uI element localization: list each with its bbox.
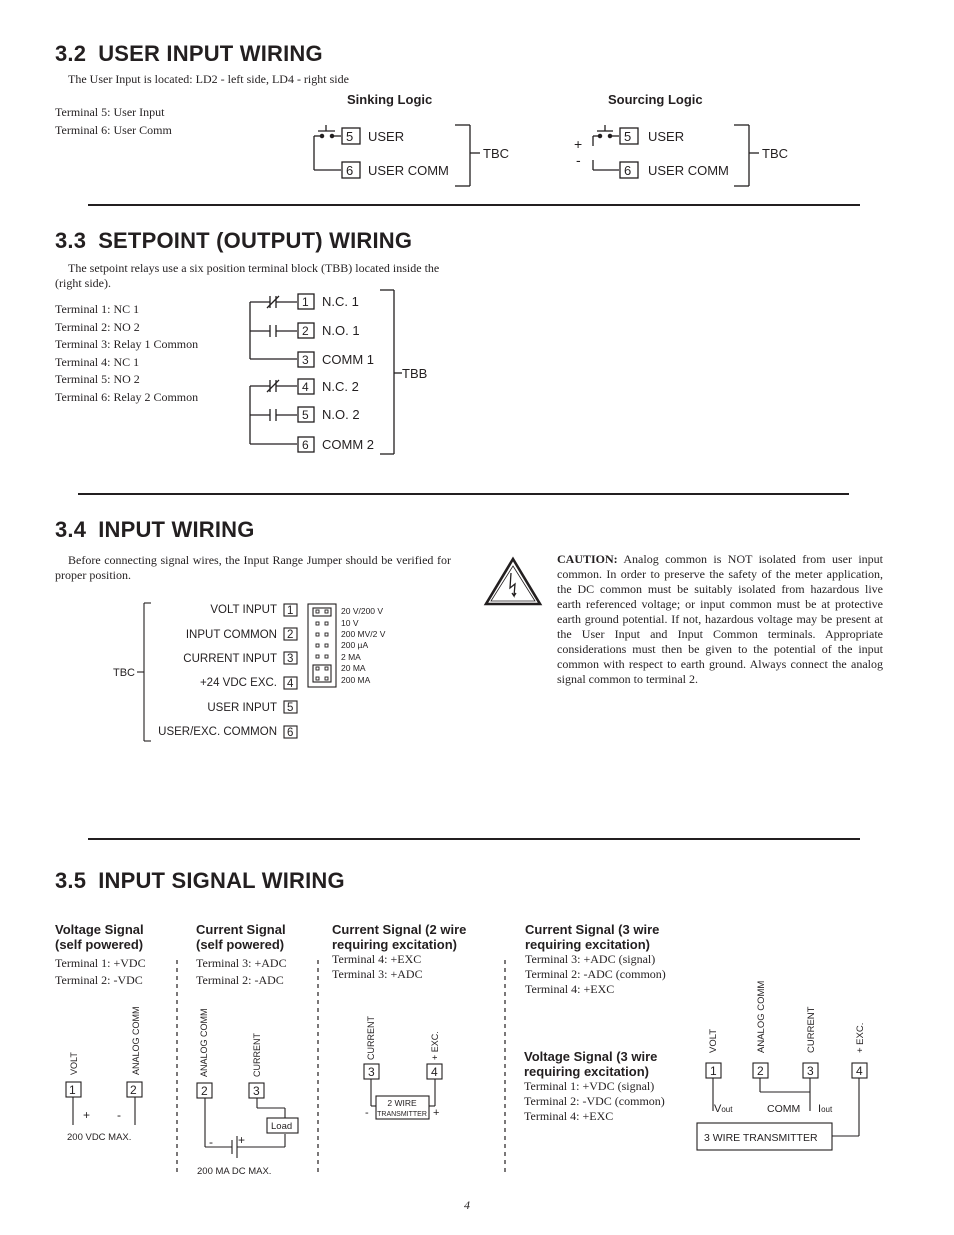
section-title: SETPOINT (OUTPUT) WIRING: [98, 228, 413, 253]
terminal-number: 2: [201, 1084, 208, 1098]
terminal-line: Terminal 3: +ADC: [332, 967, 423, 981]
sub-heading: Current Signal: [196, 922, 286, 937]
sub-heading: (self powered): [55, 937, 144, 952]
terminal-line: Terminal 4: +EXC: [525, 982, 615, 996]
terminal-number: 4: [302, 380, 309, 394]
wire-label: CURRENT: [252, 1033, 262, 1077]
sub-heading: requiring excitation): [525, 937, 650, 952]
terminal-number: 4: [856, 1064, 863, 1078]
terminal-label: USER INPUT: [207, 702, 277, 714]
minus-sign: -: [576, 152, 581, 168]
jumper-label: 10 V: [341, 618, 359, 628]
terminal-number: 6: [287, 727, 294, 739]
section-number: 3.5: [55, 868, 87, 893]
terminal-line: Terminal 5: User Input: [55, 105, 165, 119]
wire-label: VOLT: [69, 1052, 79, 1075]
terminal-label: N.C. 1: [322, 294, 359, 309]
iout-label: Iout: [818, 1103, 833, 1115]
terminal-line: Terminal 3: Relay 1 Common: [55, 337, 199, 351]
terminal-number: 5: [346, 129, 354, 144]
jumper-label: 20 V/200 V: [341, 606, 384, 616]
terminal-number: 2: [302, 324, 309, 338]
terminal-number: 3: [368, 1065, 375, 1079]
wire-label: CURRENT: [366, 1016, 376, 1060]
terminal-line: Terminal 1: +VDC (signal): [524, 1079, 655, 1093]
terminal-number: 2: [287, 629, 294, 641]
terminal-label: INPUT COMMON: [185, 629, 277, 641]
section-title: USER INPUT WIRING: [98, 41, 323, 66]
terminal-label: COMM 1: [322, 352, 374, 367]
current-3wire-block: [525, 922, 666, 997]
terminal-label: USER COMM: [648, 163, 729, 178]
voltage-signal-block: [55, 922, 146, 989]
terminal-label: USER COMM: [368, 163, 449, 178]
caution-text: Analog common is NOT isolated from user input common. In order to preserve the safety of the meter application, the DC common must be suitably isolated from hazardous live earth referenced voltage; or input common must be at protective earth ground potential. If not, hazardous voltage may be present at the User Input and Input Common terminals. Appropriate considerations must then be given to the potential of the input common with respect to earth ground. Always connect the analog signal common to terminal 2.: [557, 552, 883, 686]
terminal-block-label: TBC: [113, 667, 135, 679]
max-rating: 200 VDC MAX.: [67, 1132, 132, 1143]
terminal-number: 3: [807, 1064, 814, 1078]
minus-sign: -: [117, 1108, 121, 1122]
terminal-block-label: TBB: [402, 366, 428, 381]
terminal-label: CURRENT INPUT: [183, 653, 277, 665]
terminal-number: 6: [624, 163, 632, 178]
terminal-label: N.C. 2: [322, 379, 359, 394]
terminal-number: 5: [624, 129, 632, 144]
terminal-line: Terminal 6: Relay 2 Common: [55, 389, 199, 404]
terminal-line: Terminal 2: -ADC: [196, 973, 284, 987]
page-number: 4: [464, 1198, 470, 1212]
wire-label: + EXC.: [855, 1022, 866, 1053]
terminal-label: USER/EXC. COMMON: [158, 726, 277, 738]
terminal-label: USER: [368, 129, 405, 144]
caution-label: CAUTION:: [557, 552, 618, 566]
terminal-number: 1: [69, 1083, 76, 1097]
current-2wire-diagram: [355, 1000, 465, 1130]
terminal-line: Terminal 2: -VDC (common): [524, 1094, 665, 1108]
sub-heading: Voltage Signal: [55, 922, 144, 937]
terminal-number: 2: [130, 1083, 137, 1097]
current-signal-block: [196, 922, 287, 989]
section-number: 3.2: [55, 41, 87, 66]
comm-label: COMM: [767, 1103, 801, 1115]
terminal-number: 5: [287, 702, 294, 714]
jumper-label: 200 µA: [341, 640, 369, 650]
plus-sign: +: [83, 1108, 91, 1122]
wire-label: CURRENT: [806, 1006, 817, 1053]
three-wire-transmitter-diagram: [690, 960, 880, 1155]
terminal-label: VOLT INPUT: [210, 604, 277, 616]
sub-heading: requiring excitation): [332, 937, 457, 952]
wire-label: ANALOG COMM: [756, 980, 767, 1053]
terminal-number: 4: [431, 1065, 438, 1079]
terminal-number: 1: [302, 295, 309, 309]
section-3-2-intro: The User Input is located: LD2 - left side, LD4 - right side: [68, 72, 349, 86]
section-number: 3.3: [55, 228, 87, 253]
plus-sign: +: [574, 136, 583, 152]
terminal-line: Terminal 4: +EXC: [332, 952, 422, 966]
jumper-label: 20 MA: [341, 663, 366, 673]
wire-label: + EXC.: [430, 1031, 440, 1060]
minus-sign: -: [365, 1107, 369, 1119]
terminal-label: +24 VDC EXC.: [199, 677, 277, 689]
sub-heading: (self powered): [196, 937, 285, 952]
wire-label: ANALOG COMM: [131, 1006, 141, 1075]
terminal-block-label: TBC: [483, 146, 509, 161]
terminal-line: Terminal 4: NC 1: [55, 354, 140, 369]
transmitter-label: 3 WIRE TRANSMITTER: [704, 1132, 818, 1144]
terminal-number: 1: [710, 1064, 717, 1078]
transmitter-label: 2 WIRE: [387, 1098, 417, 1108]
plus-sign: +: [433, 1107, 440, 1119]
sourcing-logic-title: Sourcing Logic: [608, 92, 703, 107]
terminal-number: 3: [287, 653, 294, 665]
wire-label: VOLT: [708, 1028, 719, 1053]
terminal-number: 1: [287, 605, 294, 617]
terminal-label: COMM 2: [322, 437, 374, 452]
terminal-number: 6: [302, 438, 309, 452]
voltage-3wire-block: [524, 1049, 665, 1124]
terminal-line: Terminal 4: +EXC: [524, 1109, 614, 1123]
section-title: INPUT SIGNAL WIRING: [98, 868, 345, 893]
section-title: INPUT WIRING: [98, 517, 255, 542]
terminal-line: Terminal 3: +ADC: [196, 956, 287, 970]
max-rating: 200 MA DC MAX.: [197, 1166, 272, 1177]
transmitter-label: TRANSMITTER: [377, 1111, 427, 1118]
minus-sign: -: [209, 1135, 213, 1149]
terminal-number: 3: [302, 353, 309, 367]
terminal-line: Terminal 1: +VDC: [55, 956, 146, 970]
load-label: Load: [271, 1121, 293, 1132]
terminal-number: 4: [287, 678, 294, 690]
jumper-label: 200 MA: [341, 675, 371, 685]
terminal-label: USER: [648, 129, 685, 144]
terminal-label: N.O. 1: [322, 323, 360, 338]
plus-sign: +: [238, 1133, 246, 1147]
terminal-line: Terminal 2: -ADC (common): [525, 967, 666, 981]
terminal-block-label: TBC: [762, 146, 788, 161]
terminal-number: 6: [346, 163, 354, 178]
section-3-3-intro: The setpoint relays use a six position terminal block (TBB) located inside the (right side).: [55, 261, 440, 290]
terminal-line: Terminal 6: User Comm: [55, 122, 172, 137]
terminal-number: 5: [302, 408, 309, 422]
section-number: 3.4: [55, 517, 87, 542]
terminal-number: 3: [253, 1084, 260, 1098]
terminal-number: 2: [757, 1064, 764, 1078]
sub-heading: requiring excitation): [524, 1064, 649, 1079]
terminal-line: Terminal 5: NO 2: [55, 372, 140, 386]
sub-heading: Current Signal (2 wire: [332, 922, 467, 937]
current-signal-diagram: [190, 990, 320, 1180]
current-2wire-block: [332, 922, 466, 982]
jumper-label: 2 MA: [341, 652, 361, 662]
voltage-signal-diagram: [60, 990, 180, 1150]
terminal-line: Terminal 2: -VDC: [55, 973, 143, 987]
section-3-4-intro: Before connecting signal wires, the Input Range Jumper should be verified for proper position.: [55, 553, 451, 582]
sub-heading: Voltage Signal (3 wire: [524, 1049, 658, 1064]
sinking-logic-title: Sinking Logic: [347, 92, 433, 107]
sub-heading: Current Signal (3 wire: [525, 922, 660, 937]
terminal-line: Terminal 2: NO 2: [55, 319, 140, 334]
jumper-label: 200 MV/2 V: [341, 629, 386, 639]
wire-label: ANALOG COMM: [199, 1008, 209, 1077]
vout-label: Vout: [714, 1103, 733, 1115]
terminal-line: Terminal 3: +ADC (signal): [525, 952, 656, 966]
terminal-label: N.O. 2: [322, 407, 360, 422]
terminal-line: Terminal 1: NC 1: [55, 302, 140, 316]
